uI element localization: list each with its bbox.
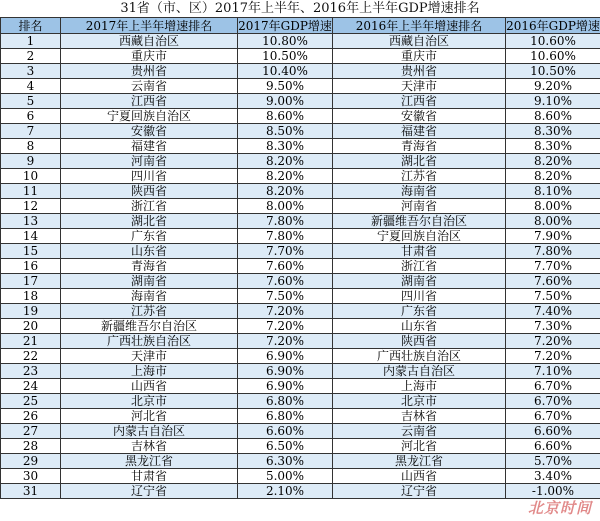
table-body [1, 34, 600, 499]
table-row [1, 394, 600, 409]
province-2017-cell: 河北省 [61, 409, 238, 424]
province-2016-cell: 辽宁省 [333, 484, 506, 499]
gdp-2017-cell: 7.20% [238, 304, 333, 319]
province-2017-cell: 福建省 [61, 139, 238, 154]
table-row [1, 289, 600, 304]
province-2016-cell: 山东省 [333, 319, 506, 334]
gdp-2017-cell: 6.30% [238, 454, 333, 469]
gdp-2016-cell: 8.10% [506, 184, 600, 199]
province-2017-cell: 辽宁省 [61, 484, 238, 499]
province-2016-cell: 云南省 [333, 424, 506, 439]
rank-cell: 12 [1, 199, 61, 214]
table-row [1, 259, 600, 274]
province-2017-cell: 重庆市 [61, 49, 238, 64]
province-2016-cell: 江苏省 [333, 169, 506, 184]
gdp-2017-cell: 6.60% [238, 424, 333, 439]
province-2016-cell: 新疆维吾尔自治区 [333, 214, 506, 229]
gdp-2017-cell: 6.90% [238, 379, 333, 394]
header-2017-ranking: 2017年上半年增速排名 [61, 18, 238, 34]
gdp-2017-cell: 6.90% [238, 364, 333, 379]
gdp-2017-cell: 9.50% [238, 79, 333, 94]
province-2017-cell: 青海省 [61, 259, 238, 274]
gdp-2016-cell: 3.40% [506, 469, 600, 484]
gdp-ranking-table [0, 17, 600, 499]
rank-cell: 26 [1, 409, 61, 424]
table-row [1, 124, 600, 139]
rank-cell: 4 [1, 79, 61, 94]
gdp-2016-cell: 8.00% [506, 199, 600, 214]
table-row [1, 169, 600, 184]
gdp-2016-cell: 7.20% [506, 334, 600, 349]
province-2016-cell: 江西省 [333, 94, 506, 109]
province-2016-cell: 吉林省 [333, 409, 506, 424]
table-row [1, 214, 600, 229]
gdp-2016-cell: 10.60% [506, 34, 600, 49]
gdp-2017-cell: 7.50% [238, 289, 333, 304]
gdp-2016-cell: 6.70% [506, 394, 600, 409]
rank-cell: 30 [1, 469, 61, 484]
table-row [1, 484, 600, 499]
province-2016-cell: 湖南省 [333, 274, 506, 289]
province-2016-cell: 河北省 [333, 439, 506, 454]
rank-cell: 6 [1, 109, 61, 124]
table-row [1, 319, 600, 334]
gdp-2017-cell: 7.80% [238, 214, 333, 229]
gdp-2016-cell: 7.90% [506, 229, 600, 244]
province-2017-cell: 湖北省 [61, 214, 238, 229]
province-2017-cell: 湖南省 [61, 274, 238, 289]
province-2017-cell: 黑龙江省 [61, 454, 238, 469]
table-row [1, 334, 600, 349]
province-2016-cell: 海南省 [333, 184, 506, 199]
rank-cell: 7 [1, 124, 61, 139]
table-row [1, 304, 600, 319]
gdp-2016-cell: 7.20% [506, 349, 600, 364]
gdp-2017-cell: 8.00% [238, 199, 333, 214]
gdp-2016-cell: 8.20% [506, 154, 600, 169]
rank-cell: 19 [1, 304, 61, 319]
rank-cell: 24 [1, 379, 61, 394]
gdp-2016-cell: 10.60% [506, 49, 600, 64]
province-2017-cell: 上海市 [61, 364, 238, 379]
province-2016-cell: 宁夏回族自治区 [333, 229, 506, 244]
table-row [1, 349, 600, 364]
gdp-2017-cell: 8.50% [238, 124, 333, 139]
province-2017-cell: 宁夏回族自治区 [61, 109, 238, 124]
province-2017-cell: 吉林省 [61, 439, 238, 454]
gdp-2016-cell: 6.70% [506, 379, 600, 394]
table-row [1, 439, 600, 454]
province-2017-cell: 河南省 [61, 154, 238, 169]
rank-cell: 3 [1, 64, 61, 79]
gdp-2016-cell: 7.10% [506, 364, 600, 379]
gdp-2017-cell: 6.80% [238, 409, 333, 424]
gdp-2016-cell: 6.70% [506, 409, 600, 424]
table-row [1, 154, 600, 169]
province-2017-cell: 广东省 [61, 229, 238, 244]
province-2016-cell: 陕西省 [333, 334, 506, 349]
province-2016-cell: 安徽省 [333, 109, 506, 124]
header-2016-ranking: 2016年上半年增速排名 [333, 18, 506, 34]
gdp-2016-cell: 7.70% [506, 259, 600, 274]
table-row [1, 409, 600, 424]
table-row [1, 379, 600, 394]
rank-cell: 10 [1, 169, 61, 184]
province-2017-cell: 四川省 [61, 169, 238, 184]
gdp-2017-cell: 7.20% [238, 334, 333, 349]
gdp-2017-cell: 7.70% [238, 244, 333, 259]
province-2016-cell: 重庆市 [333, 49, 506, 64]
gdp-2016-cell: 8.30% [506, 139, 600, 154]
province-2016-cell: 贵州省 [333, 64, 506, 79]
rank-cell: 13 [1, 214, 61, 229]
rank-cell: 14 [1, 229, 61, 244]
gdp-2017-cell: 8.60% [238, 109, 333, 124]
province-2016-cell: 北京市 [333, 394, 506, 409]
gdp-2016-cell: -1.00% [506, 484, 600, 499]
gdp-2017-cell: 6.50% [238, 439, 333, 454]
rank-cell: 25 [1, 394, 61, 409]
gdp-2017-cell: 10.50% [238, 49, 333, 64]
table-row [1, 34, 600, 49]
table-row [1, 79, 600, 94]
gdp-2017-cell: 7.60% [238, 259, 333, 274]
province-2016-cell: 西藏自治区 [333, 34, 506, 49]
gdp-2016-cell: 10.50% [506, 64, 600, 79]
province-2016-cell: 浙江省 [333, 259, 506, 274]
rank-cell: 1 [1, 34, 61, 49]
gdp-2017-cell: 5.00% [238, 469, 333, 484]
province-2017-cell: 新疆维吾尔自治区 [61, 319, 238, 334]
gdp-2016-cell: 6.60% [506, 439, 600, 454]
province-2017-cell: 江苏省 [61, 304, 238, 319]
table-row [1, 199, 600, 214]
table-row [1, 64, 600, 79]
table-row [1, 469, 600, 484]
province-2017-cell: 江西省 [61, 94, 238, 109]
table-row [1, 94, 600, 109]
gdp-2017-cell: 7.20% [238, 319, 333, 334]
gdp-2016-cell: 8.30% [506, 124, 600, 139]
rank-cell: 20 [1, 319, 61, 334]
province-2016-cell: 内蒙古自治区 [333, 364, 506, 379]
province-2016-cell: 天津市 [333, 79, 506, 94]
province-2017-cell: 天津市 [61, 349, 238, 364]
gdp-2017-cell: 10.40% [238, 64, 333, 79]
province-2016-cell: 上海市 [333, 379, 506, 394]
gdp-2016-cell: 7.30% [506, 319, 600, 334]
province-2016-cell: 河南省 [333, 199, 506, 214]
province-2017-cell: 山西省 [61, 379, 238, 394]
province-2016-cell: 青海省 [333, 139, 506, 154]
table-row [1, 139, 600, 154]
rank-cell: 11 [1, 184, 61, 199]
header-2016-gdp-growth: 2016年GDP增速 [506, 18, 600, 33]
province-2017-cell: 山东省 [61, 244, 238, 259]
gdp-2016-cell: 9.20% [506, 79, 600, 94]
rank-cell: 27 [1, 424, 61, 439]
gdp-2017-cell: 8.20% [238, 154, 333, 169]
gdp-2016-cell: 7.80% [506, 244, 600, 259]
province-2016-cell: 湖北省 [333, 154, 506, 169]
province-2017-cell: 海南省 [61, 289, 238, 304]
table-row [1, 364, 600, 379]
province-2017-cell: 内蒙古自治区 [61, 424, 238, 439]
gdp-2017-cell: 8.20% [238, 184, 333, 199]
rank-cell: 18 [1, 289, 61, 304]
rank-cell: 2 [1, 49, 61, 64]
table-row [1, 109, 600, 124]
gdp-2017-cell: 9.00% [238, 94, 333, 109]
rank-cell: 29 [1, 454, 61, 469]
table-row [1, 229, 600, 244]
gdp-2017-cell: 2.10% [238, 484, 333, 499]
gdp-2017-cell: 6.90% [238, 349, 333, 364]
table-title: 31省（市、区）2017年上半年、2016年上半年GDP增速排名 [120, 1, 480, 16]
gdp-2017-cell: 10.80% [238, 34, 333, 49]
province-2017-cell: 浙江省 [61, 199, 238, 214]
header-rank: 排名 [1, 18, 61, 34]
rank-cell: 21 [1, 334, 61, 349]
province-2016-cell: 甘肃省 [333, 244, 506, 259]
province-2017-cell: 甘肃省 [61, 469, 238, 484]
gdp-2016-cell: 5.70% [506, 454, 600, 469]
table-row [1, 244, 600, 259]
gdp-2017-cell: 8.30% [238, 139, 333, 154]
rank-cell: 15 [1, 244, 61, 259]
province-2016-cell: 广西壮族自治区 [333, 349, 506, 364]
header-row [1, 18, 600, 34]
province-2016-cell: 四川省 [333, 289, 506, 304]
province-2017-cell: 贵州省 [61, 64, 238, 79]
table-row [1, 184, 600, 199]
gdp-2016-cell: 7.50% [506, 289, 600, 304]
rank-cell: 16 [1, 259, 61, 274]
table-row [1, 454, 600, 469]
table-row [1, 274, 600, 289]
province-2017-cell: 安徽省 [61, 124, 238, 139]
table-row [1, 424, 600, 439]
rank-cell: 28 [1, 439, 61, 454]
header-2017-gdp-growth: 2017年GDP增速 [238, 18, 332, 33]
rank-cell: 22 [1, 349, 61, 364]
rank-cell: 5 [1, 94, 61, 109]
gdp-2017-cell: 8.20% [238, 169, 333, 184]
gdp-2016-cell: 9.10% [506, 94, 600, 109]
gdp-2016-cell: 7.40% [506, 304, 600, 319]
rank-cell: 9 [1, 154, 61, 169]
watermark-logo: 北京时间 [527, 499, 592, 517]
province-2017-cell: 广西壮族自治区 [61, 334, 238, 349]
province-2016-cell: 山西省 [333, 469, 506, 484]
gdp-2016-cell: 8.60% [506, 109, 600, 124]
province-2016-cell: 黑龙江省 [333, 454, 506, 469]
province-2017-cell: 陕西省 [61, 184, 238, 199]
gdp-2016-cell: 8.00% [506, 214, 600, 229]
gdp-2016-cell: 6.60% [506, 424, 600, 439]
table-row [1, 49, 600, 64]
gdp-2016-cell: 7.60% [506, 274, 600, 289]
rank-cell: 8 [1, 139, 61, 154]
gdp-2016-cell: 8.20% [506, 169, 600, 184]
rank-cell: 31 [1, 484, 61, 499]
province-2017-cell: 北京市 [61, 394, 238, 409]
rank-cell: 17 [1, 274, 61, 289]
gdp-2017-cell: 7.60% [238, 274, 333, 289]
gdp-2017-cell: 7.80% [238, 229, 333, 244]
gdp-2017-cell: 6.80% [238, 394, 333, 409]
province-2016-cell: 福建省 [333, 124, 506, 139]
province-2017-cell: 西藏自治区 [61, 34, 238, 49]
table-header [1, 18, 600, 34]
province-2017-cell: 云南省 [61, 79, 238, 94]
province-2016-cell: 广东省 [333, 304, 506, 319]
rank-cell: 23 [1, 364, 61, 379]
